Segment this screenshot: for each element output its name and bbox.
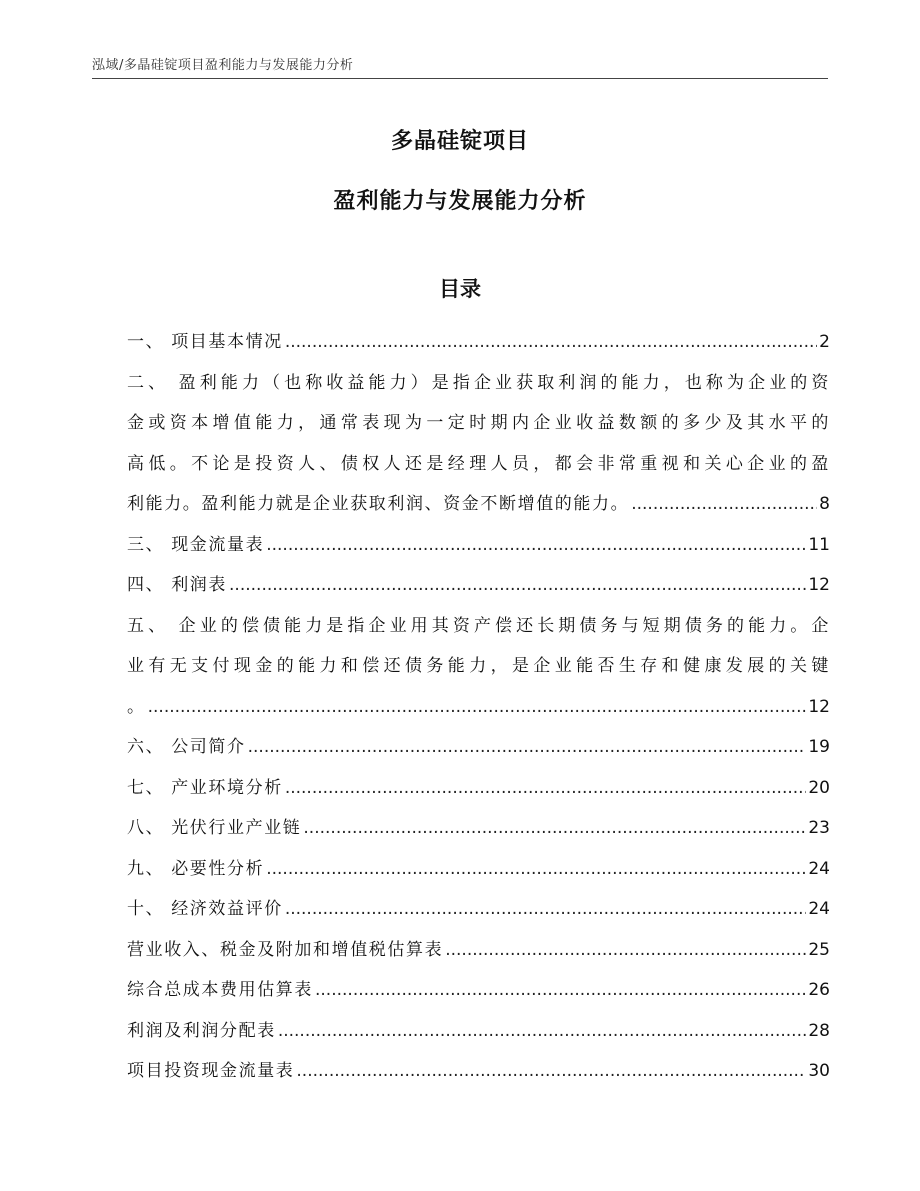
toc-entry-line: 五、 企业的偿债能力是指企业用其资产偿还长期债务与短期债务的能力。企: [127, 615, 830, 636]
toc-page-number: 25: [808, 939, 830, 960]
toc-page-number: 30: [808, 1061, 830, 1081]
toc-entry[interactable]: [127, 363, 830, 525]
toc-entry-title: 综合总成本费用估算表: [127, 980, 313, 1000]
toc-entry[interactable]: [127, 889, 830, 930]
toc-page-number: 12: [808, 575, 830, 595]
toc-leader: [229, 565, 806, 606]
toc-entry-title: 利润及利润分配表: [127, 1020, 276, 1041]
header-rule: [92, 78, 828, 79]
toc-entry-title: 项目投资现金流量表: [127, 1061, 295, 1081]
toc-leader: [278, 1011, 807, 1052]
toc-entry-title: 四、 利润表: [127, 575, 228, 595]
toc-leader: [631, 484, 817, 525]
toc-leader: [296, 1051, 806, 1092]
toc-entry[interactable]: [127, 930, 830, 971]
toc-entry[interactable]: [127, 525, 830, 566]
toc-entry-title: 三、 现金流量表: [127, 534, 265, 555]
toc-leader: [266, 849, 806, 890]
toc-leader: [148, 687, 807, 728]
toc-leader: [285, 322, 817, 363]
toc-leader: [285, 889, 807, 930]
toc-entry[interactable]: [127, 970, 830, 1011]
toc-entry-title: 九、 必要性分析: [127, 858, 265, 879]
toc-page-number: 19: [808, 737, 830, 757]
toc-entry[interactable]: [127, 1051, 830, 1092]
toc-entry[interactable]: [127, 768, 830, 809]
toc-entry-title: 营业收入、税金及附加和增值税估算表: [127, 939, 444, 960]
toc-entry-line: 业有无支付现金的能力和偿还债务能力，是企业能否生存和健康发展的关键: [127, 656, 830, 676]
toc-entry-title: 。: [127, 696, 146, 717]
toc-leader: [285, 768, 807, 809]
toc-page-number: 26: [808, 980, 830, 1000]
toc-heading: 目录: [439, 277, 481, 301]
toc-entry-title: 十、 经济效益评价: [127, 899, 283, 919]
toc-entry-title: 八、 光伏行业产业链: [127, 818, 302, 838]
toc-page-number: 24: [808, 899, 830, 919]
toc-entry-line: 二、 盈利能力（也称收益能力）是指企业获取利润的能力，也称为企业的资: [127, 372, 830, 393]
toc-page-number: 12: [808, 696, 830, 717]
toc-page-number: 8: [819, 494, 830, 514]
toc-entry-title: 利能力。盈利能力就是企业获取利润、资金不断增值的能力。: [127, 494, 630, 514]
toc-page-number: 23: [808, 818, 830, 838]
toc-entry-line: 金或资本增值能力，通常表现为一定时期内企业收益数额的多少及其水平的: [127, 413, 830, 433]
toc-page-number: 20: [808, 777, 830, 798]
toc-entry-line: 高低。不论是投资人、债权人还是经理人员，都会非常重视和关心企业的盈: [127, 453, 830, 474]
toc-page-number: 2: [819, 332, 830, 352]
toc-page-number: 24: [808, 858, 830, 879]
table-of-contents: [127, 322, 830, 1092]
toc-leader: [315, 970, 806, 1011]
toc-page-number: 11: [808, 534, 830, 555]
toc-entry[interactable]: [127, 565, 830, 606]
toc-entry[interactable]: [127, 849, 830, 890]
toc-entry[interactable]: [127, 606, 830, 728]
toc-entry-title: 七、 产业环境分析: [127, 777, 283, 798]
document-title-line1: 多晶硅锭项目: [390, 129, 529, 154]
toc-entry-title: 一、 项目基本情况: [127, 332, 283, 352]
toc-entry-title: 六、 公司简介: [127, 737, 246, 757]
toc-entry[interactable]: [127, 1011, 830, 1052]
toc-entry[interactable]: [127, 808, 830, 849]
toc-leader: [248, 727, 807, 768]
toc-leader: [303, 808, 806, 849]
running-header: 泓域/多晶硅锭项目盈利能力与发展能力分析: [92, 58, 354, 73]
document-title-line2: 盈利能力与发展能力分析: [333, 189, 587, 214]
toc-entry[interactable]: [127, 322, 830, 363]
toc-entry[interactable]: [127, 727, 830, 768]
toc-leader: [266, 525, 806, 566]
toc-page-number: 28: [808, 1020, 830, 1041]
toc-leader: [445, 930, 806, 971]
